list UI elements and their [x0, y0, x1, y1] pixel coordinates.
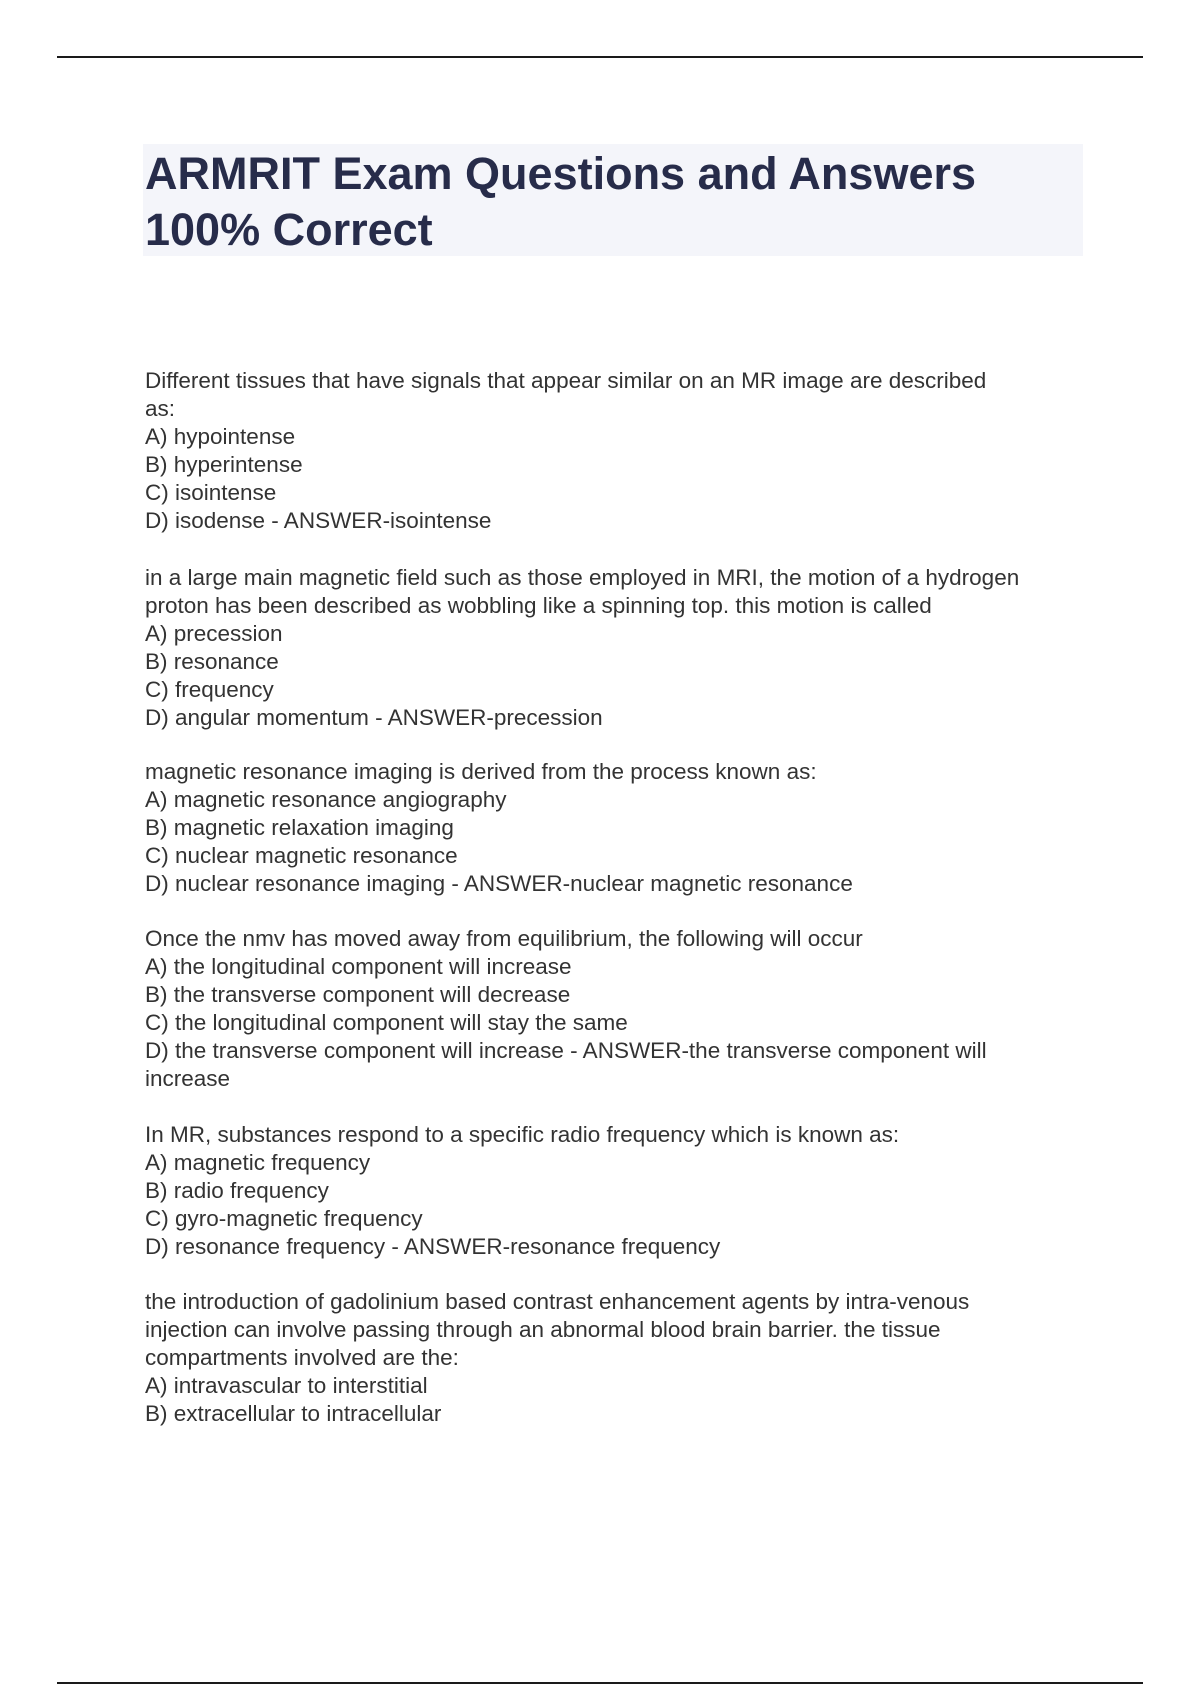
question-text: injection can involve passing through an abnormal blood brain barrier. the tissue — [145, 1317, 941, 1342]
document-title — [143, 144, 1083, 256]
question-block-5 — [145, 1121, 1105, 1261]
question-text: in a large main magnetic field such as those employed in MRI, the motion of a hydrogen — [145, 565, 1020, 590]
answer-option: B) resonance — [145, 649, 279, 674]
answer-option: A) magnetic resonance angiography — [145, 787, 507, 812]
answer-option: A) hypointense — [145, 424, 296, 449]
question-text: as: — [145, 396, 176, 421]
top-rule — [57, 56, 1143, 58]
answer-option-with-key: D) isodense - ANSWER-isointense — [145, 508, 492, 533]
answer-option: A) the longitudinal component will increase — [145, 954, 572, 979]
question-text: In MR, substances respond to a specific radio frequency which is known as: — [145, 1122, 900, 1147]
answer-option: C) gyro-magnetic frequency — [145, 1206, 423, 1231]
answer-option: B) magnetic relaxation imaging — [145, 815, 454, 840]
answer-option: C) frequency — [145, 677, 274, 702]
answer-option: B) extracellular to intracellular — [145, 1401, 442, 1426]
question-block-1 — [145, 367, 1105, 535]
answer-option: A) intravascular to interstitial — [145, 1373, 428, 1398]
question-block-6 — [145, 1288, 1105, 1428]
answer-option: B) radio frequency — [145, 1178, 329, 1203]
answer-option: A) magnetic frequency — [145, 1150, 371, 1175]
answer-option-with-key: D) nuclear resonance imaging - ANSWER-nuclear magnetic resonance — [145, 871, 853, 896]
question-text: Different tissues that have signals that appear similar on an MR image are described — [145, 368, 987, 393]
title-line-2: 100% Correct — [145, 204, 433, 255]
question-text: Once the nmv has moved away from equilibrium, the following will occur — [145, 926, 863, 951]
answer-option-with-key: D) the transverse component will increase - ANSWER-the transverse component will — [145, 1038, 987, 1063]
question-block-3 — [145, 758, 1105, 898]
question-text: magnetic resonance imaging is derived from the process known as: — [145, 759, 817, 784]
question-block-4 — [145, 925, 1105, 1093]
question-text: compartments involved are the: — [145, 1345, 459, 1370]
title-line-1: ARMRIT Exam Questions and Answers — [145, 148, 977, 199]
answer-option-with-key: D) angular momentum - ANSWER-precession — [145, 705, 603, 730]
answer-option: A) precession — [145, 621, 283, 646]
question-text: the introduction of gadolinium based contrast enhancement agents by intra-venous — [145, 1289, 970, 1314]
answer-option: C) nuclear magnetic resonance — [145, 843, 458, 868]
question-text: proton has been described as wobbling like a spinning top. this motion is called — [145, 593, 932, 618]
answer-option: C) isointense — [145, 480, 277, 505]
question-block-2 — [145, 564, 1105, 732]
answer-option: B) hyperintense — [145, 452, 303, 477]
answer-option-with-key: increase — [145, 1066, 231, 1091]
answer-option-with-key: D) resonance frequency - ANSWER-resonance frequency — [145, 1234, 721, 1259]
answer-option: C) the longitudinal component will stay the same — [145, 1010, 628, 1035]
answer-option: B) the transverse component will decrease — [145, 982, 571, 1007]
bottom-rule — [57, 1682, 1143, 1684]
